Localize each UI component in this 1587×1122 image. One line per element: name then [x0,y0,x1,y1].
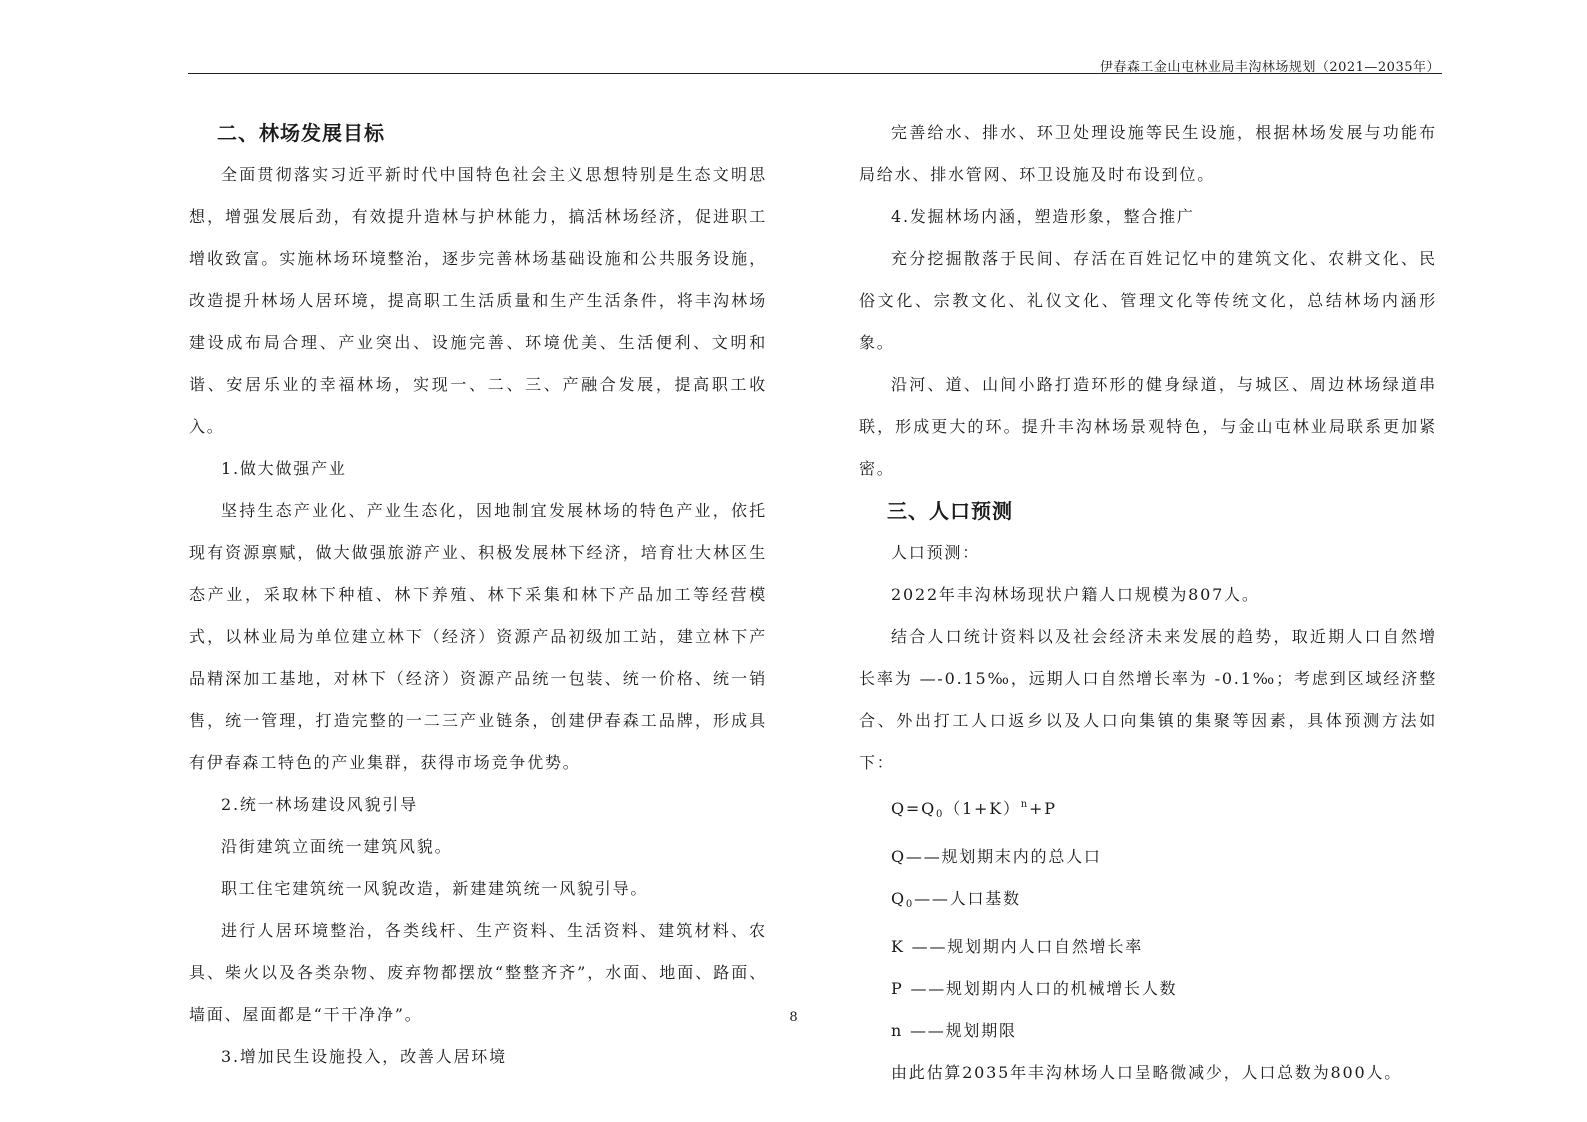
paragraph-pop-label: 人口预测： [891,543,981,562]
formula-middle: （1+K） [944,799,1021,818]
paragraph-conclusion: 由此估算2035年丰沟林场人口呈略微减少，人口总数为800人。 [891,1063,1403,1082]
item-title-industry: 1.做大做强产业 [221,459,347,478]
left-column [189,112,767,1078]
definition-n: n ——规划期限 [891,1021,1017,1040]
paragraph-livelihood-facilities: 完善给水、排水、环卫处理设施等民生设施，根据林场发展与功能布局给水、排水管网、环卫设施及时布设到位。 [859,123,1437,184]
header-rule [188,73,1442,74]
definition-q0-subscript: 0 [905,899,915,910]
formula-suffix: +P [1029,799,1057,818]
formula-superscript: n [1020,799,1030,810]
formula-subscript: 0 [936,809,945,820]
paragraph-housing-style: 职工住宅建筑统一风貌改造，新建建筑统一风貌引导。 [221,879,649,898]
paragraph-overview: 全面贯彻落实习近平新时代中国特色社会主义思想特别是生态文明思想，增强发展后劲，有效提升造林与护林能力，搞活林场经济，促进职工增收致富。实施林场环境整治，逐步完善林场基础设施和公共服务设施，改造提升林场人居环境，提高职工生活质量和生产生活条件，将丰沟林场建设成布局合理、产业突出、设施完善、环境优美、生活便利、文明和谐、安居乐业的幸福林场，实现一、二、三、产融合发展，提高职工收入。 [189,165,767,436]
section-heading-population-forecast: 三、人口预测 [887,499,1013,523]
paragraph-street-facade: 沿街建筑立面统一建筑风貌。 [221,837,453,856]
definition-q: Q——规划期末内的总人口 [891,847,1102,866]
paragraph-pop-method: 结合人口统计资料以及社会经济未来发展的趋势，取近期人口自然增长率为 —-0.15‰，远期人口自然增长率为 -0.1‰；考虑到区域经济整合、外出打工人口返乡以及人口向集镇的集聚等因素，具体预测方法如下： [859,627,1437,772]
paragraph-greenway: 沿河、道、山间小路打造环形的健身绿道，与城区、周边林场绿道串联，形成更大的环。提升丰沟林场景观特色，与金山屯林业局联系更加紧密。 [859,375,1437,478]
item-title-style-guidance: 2.统一林场建设风貌引导 [221,795,418,814]
definition-q0 [859,878,1437,926]
definition-q0-symbol: Q [891,889,906,908]
section-heading-development-goals: 二、林场发展目标 [217,121,385,145]
formula-prefix: Q=Q [891,799,937,818]
running-header: 伊春森工金山屯林业局丰沟林场规划（2021—2035年） [1099,60,1440,75]
definition-q0-text: ——人口基数 [914,889,1021,908]
page-number: 8 [789,1010,798,1025]
item-title-image: 4.发掘林场内涵，塑造形象，整合推广 [891,207,1195,226]
paragraph-pop-current: 2022年丰沟林场现状户籍人口规模为807人。 [891,585,1260,604]
formula [859,784,1437,836]
paragraph-environment-cleanup: 进行人居环境整治，各类线杆、生产资料、生活资料、建筑材料、农具、柴火以及各类杂物、废弃物都摆放“整整齐齐”，水面、地面、路面、墙面、屋面都是“干干净净”。 [189,921,767,1024]
item-title-livelihood: 3.增加民生设施投入，改善人居环境 [221,1047,507,1066]
paragraph-culture: 充分挖掘散落于民间、存活在百姓记忆中的建筑文化、农耕文化、民俗文化、宗教文化、礼仪文化、管理文化等传统文化，总结林场内涵形象。 [859,249,1437,352]
definition-p: P ——规划期内人口的机械增长人数 [891,979,1178,998]
definition-k: K ——规划期内人口自然增长率 [891,937,1144,956]
paragraph-industry: 坚持生态产业化、产业生态化，因地制宜发展林场的特色产业，依托现有资源禀赋，做大做强旅游产业、积极发展林下经济，培育壮大林区生态产业，采取林下种植、林下养殖、林下采集和林下产品加工等经营模式，以林业局为单位建立林下（经济）资源产品初级加工站，建立林下产品精深加工基地，对林下（经济）资源产品统一包装、统一价格、统一销售，统一管理，打造完整的一二三产业链条，创建伊春森工品牌，形成具有伊春森工特色的产业集群，获得市场竞争优势。 [189,501,767,772]
right-column [859,112,1437,1094]
